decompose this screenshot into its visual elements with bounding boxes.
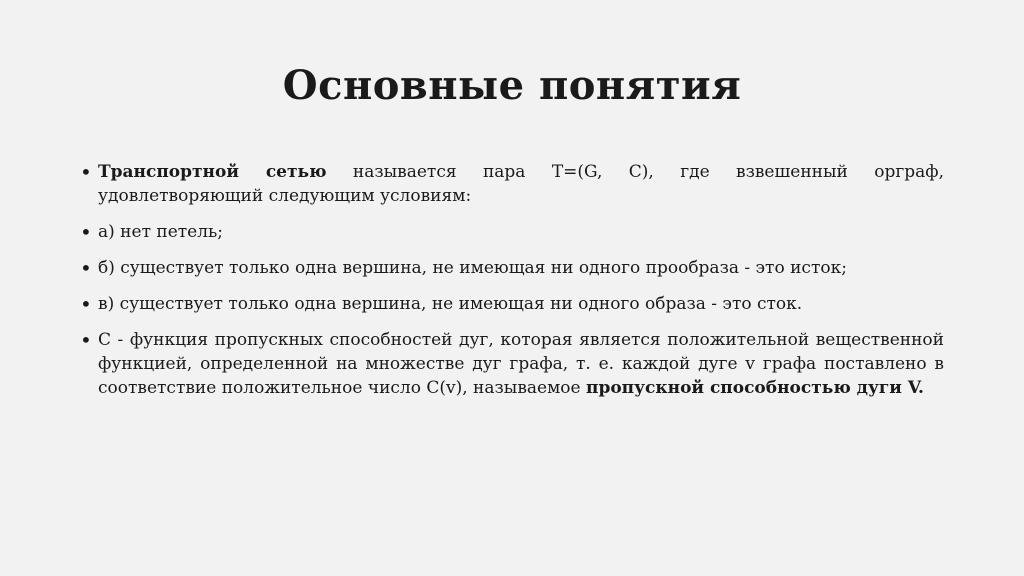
definition-text: называется пара T=(G, C), где взвешенный орграф, удовлетворяющий следующим условиям: bbox=[98, 162, 945, 206]
capacity-function-text: С - функция пропускных способностей дуг, которая является положительной вещественной функцией, определенной на множестве дуг графа, т. е. каждой дуге v графа поставлено в соответствие положительное число С(v), называемое bbox=[98, 330, 944, 398]
bullet-list bbox=[80, 160, 944, 412]
condition-c-text: в) существует только одна вершина, не имеющая ни одного образа - это сток. bbox=[98, 294, 803, 314]
condition-a-text: а) нет петель; bbox=[98, 222, 224, 242]
bullet-capacity-function bbox=[80, 328, 944, 400]
bullet-transport-network-definition bbox=[80, 160, 944, 208]
bullet-condition-b bbox=[80, 256, 944, 280]
term-arc-capacity: пропускной способностью дуги V. bbox=[586, 378, 924, 398]
bullet-condition-a bbox=[80, 220, 944, 244]
bullet-condition-c bbox=[80, 292, 944, 316]
term-transport-network: Транспортной сетью bbox=[98, 162, 327, 182]
condition-b-text: б) существует только одна вершина, не имеющая ни одного прообраза - это исток; bbox=[98, 258, 847, 278]
slide-title: Основные понятия bbox=[282, 62, 742, 109]
